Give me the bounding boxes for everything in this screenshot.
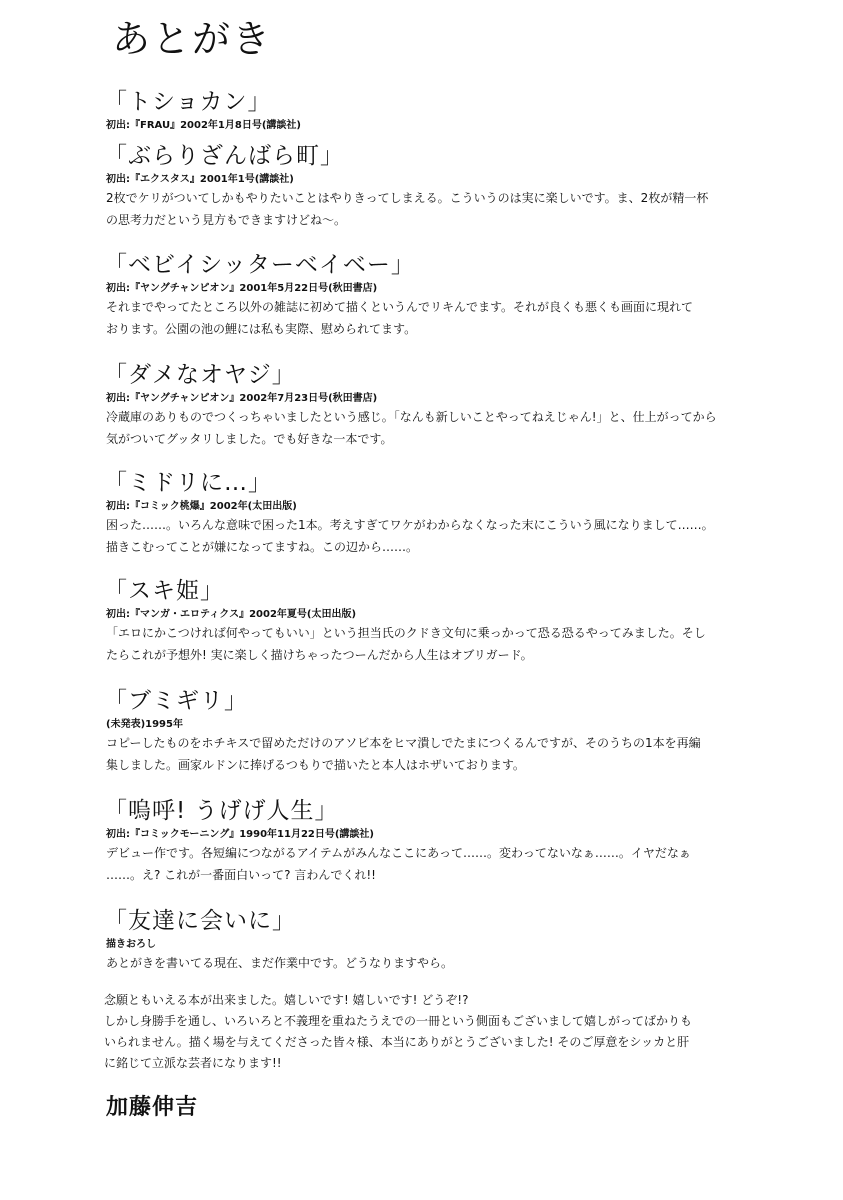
body-line: ……。え? これが一番面白いって? 言わんでくれ!!	[106, 868, 376, 882]
body-line: 2枚でケリがついてしかもやりたいことはやりきってしまえる。こういうのは実に楽しいです。ま、2枚が精一杯	[106, 191, 709, 205]
page-title: あとがき	[112, 17, 273, 61]
entry-source: 初出:『マンガ・エロティクス』2002年夏号(太田出版)	[106, 609, 357, 620]
entry-title: 「ぶらりざんばら町」	[104, 143, 344, 169]
entry-body	[106, 296, 744, 340]
entry	[104, 575, 744, 685]
entry-title: 「ベビイシッターベイベー」	[104, 252, 415, 278]
body-line: たらこれが予想外! 実に楽しく描けちゃったつーんだから人生はオブリガード。	[106, 648, 533, 662]
author-signature: 加藤伸吉	[106, 1095, 199, 1120]
entry-source: 初出:『コミック桃爆』2002年(太田出版)	[106, 501, 297, 512]
entry-source: 初出:『エクスタス』2001年1号(講談社)	[106, 174, 294, 185]
entry-source: 初出:『ヤングチャンピオン』2002年7月23日号(秋田書店)	[106, 393, 378, 404]
body-line: 困った……。いろんな意味で困った1本。考えすぎてワケがわからなくなった末にこういう風になりまして……。	[106, 518, 714, 532]
entry-source: 描きおろし	[106, 939, 156, 950]
entry-title: 「トショカン」	[104, 89, 272, 115]
entry	[104, 86, 744, 140]
entry	[104, 467, 744, 575]
afterword-message	[104, 990, 744, 1074]
body-line: 気がついてグッタリしました。でも好きな一本です。	[106, 432, 393, 446]
entry-title: 「嗚呼! うげげ人生」	[104, 798, 339, 824]
body-line: デビュー作です。各短編につながるアイテムがみんなここにあって……。変わってないなぁ……。イヤだなぁ	[106, 846, 691, 860]
entry	[104, 795, 744, 905]
entry-body	[106, 952, 744, 974]
entry-body	[106, 514, 744, 558]
afterword-line: に銘じて立派な芸者になります!!	[104, 1056, 282, 1070]
body-line: の思考力だという見方もできますけどね〜。	[106, 213, 347, 227]
entry-title: 「ダメなオヤジ」	[104, 362, 296, 388]
entry	[104, 905, 744, 974]
entry	[104, 359, 744, 467]
entry-body	[106, 187, 744, 231]
entry-title: 「友達に会いに」	[104, 908, 296, 934]
entry-source: 初出:『コミックモーニング』1990年11月22日号(講談社)	[106, 829, 375, 840]
body-line: コピーしたものをホチキスで留めただけのアソビ本をヒマ潰しでたまにつくるんですが、そのうちの1本を再編	[106, 736, 701, 750]
entry-title: 「ミドリに…」	[104, 470, 272, 496]
body-line: 集しました。画家ルドンに捧げるつもりで描いたと本人はホザいております。	[106, 758, 525, 772]
body-line: あとがきを書いてる現在、まだ作業中です。どうなりますやら。	[106, 956, 454, 970]
entry	[104, 249, 744, 359]
entry-list	[104, 86, 744, 974]
entry-body	[106, 842, 744, 886]
entry-body	[106, 406, 744, 450]
body-line: おります。公園の池の鯉には私も実際、慰められてます。	[106, 322, 417, 336]
afterword-line: しかし身勝手を通し、いろいろと不義理を重ねたうえでの一冊という側面もございまして嬉しがってばかりも	[104, 1014, 693, 1028]
entry-title: 「スキ姫」	[104, 578, 224, 604]
entry-source: 初出:『ヤングチャンピオン』2001年5月22日号(秋田書店)	[106, 283, 378, 294]
entry	[104, 140, 744, 249]
afterword-line: いられません。描く場を与えてくださった皆々様、本当にありがとうございました! そのご厚意をシッカと肝	[104, 1035, 690, 1049]
entry-source: 初出:『FRAU』2002年1月8日号(講談社)	[106, 120, 301, 131]
body-line: それまでやってたところ以外の雑誌に初めて描くというんでリキんでます。それが良くも悪くも画面に現れて	[106, 300, 694, 314]
entry-title: 「ブミギリ」	[104, 688, 248, 714]
entry-body	[106, 622, 744, 666]
body-line: 「エロにかこつければ何やってもいい」という担当氏のクドき文句に乗っかって恐る恐るやってみました。そし	[106, 626, 706, 640]
body-line: 描きこむってことが嫌になってますね。この辺から……。	[106, 540, 419, 554]
afterword-line: 念願ともいえる本が出来ました。嬉しいです! 嬉しいです! どうぞ!?	[104, 993, 469, 1007]
entry-source: (未発表)1995年	[106, 719, 183, 730]
body-line: 冷蔵庫のありものでつくっちゃいましたという感じ。「なんも新しいことやってねえじゃん!」と、仕上がってから	[106, 410, 717, 424]
entry-body	[106, 732, 744, 776]
entry	[104, 685, 744, 795]
